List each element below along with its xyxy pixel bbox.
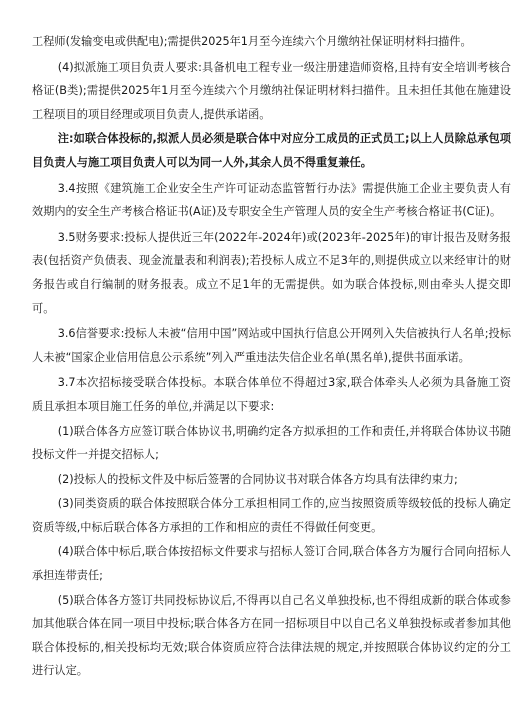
paragraph-consortium-5: (5)联合体各方签订共同投标协议后,不得再以自己名义单独投标,也不得组成新的联合体或参加其他联合体在同一项目中投标;联合体各方在同一招标项目中以自己名义单独投标或者参加其他联合体投标的,相关投标均无效;联合体资质应符合法律法规的规定,并按照联合体协议约定的分工进行认定。 — [32, 593, 511, 678]
paragraph-consortium-2: (2)投标人的投标文件及中标后签署的合同协议书对联合体各方均具有法律约束力; — [57, 472, 458, 486]
paragraph-3-4-safety-cert: 3.4按照《建筑施工企业安全生产许可证动态监管暂行办法》需提供施工企业主要负责人有效期内的安全生产考核合格证书(A证)及专职安全生产管理人员的安全生产考核合格证书(C证)。 — [32, 181, 511, 219]
paragraph-project-leader: (4)拟派施工项目负责人要求:具备机电工程专业一级注册建造师资格,且持有安全培训考核合格证(B类);需提供2025年1月至今连续六个月缴纳社保证明材料扫描件。且未担任其他在施建设工程项目的项目经理或项目负责人,提供承诺函。 — [32, 60, 511, 121]
paragraph-consortium-4: (4)联合体中标后,联合体按招标文件要求与招标人签订合同,联合体各方为履行合同向招标人承担连带责任; — [32, 545, 511, 583]
paragraph-3-5-financial: 3.5财务要求:投标人提供近三年(2022年-2024年)或(2023年-2025年)的审计报告及财务报表(包括资产负债表、现金流量表和利润表);若投标人成立不足3年的,则提供成立以来经审计的财务报告或自行编制的财务报表。成立不足1年的无需提供。如为联合体投标,则由牵头人提交即可。 — [32, 230, 511, 315]
paragraph-note: 注:如联合体投标的,拟派人员必须是联合体中对应分工成员的正式员工;以上人员除总承包项目负责人与施工项目负责人可以为同一人外,其余人员不得重复兼任。 — [32, 132, 511, 169]
paragraph-consortium-1: (1)联合体各方应签订联合体协议书,明确约定各方拟承担的工作和责任,并将联合体协议书随投标文件一并提交招标人; — [32, 424, 511, 462]
paragraph-3-7-consortium: 3.7本次招标接受联合体投标。本联合体单位不得超过3家,联合体牵头人必须为具备施工资质且承担本项目施工任务的单位,并满足以下要求: — [32, 376, 511, 413]
paragraph-3-6-credit: 3.6信誉要求:投标人未被“信用中国”网站或中国执行信息公开网列入失信被执行人名单;投标人未被“国家企业信用信息公示系统”列入严重违法失信企业名单(黑名单),提供书面承诺。 — [32, 327, 511, 364]
paragraph-engineer-cont: 工程师(发输变电或供配电);需提供2025年1月至今连续六个月缴纳社保证明材料扫描件。 — [32, 35, 472, 48]
paragraph-consortium-3: (3)同类资质的联合体按照联合体分工承担相同工作的,应当按照资质等级较低的投标人确定资质等级,中标后联合体各方承担的工作和相应的责任不得做任何变更。 — [32, 497, 511, 534]
